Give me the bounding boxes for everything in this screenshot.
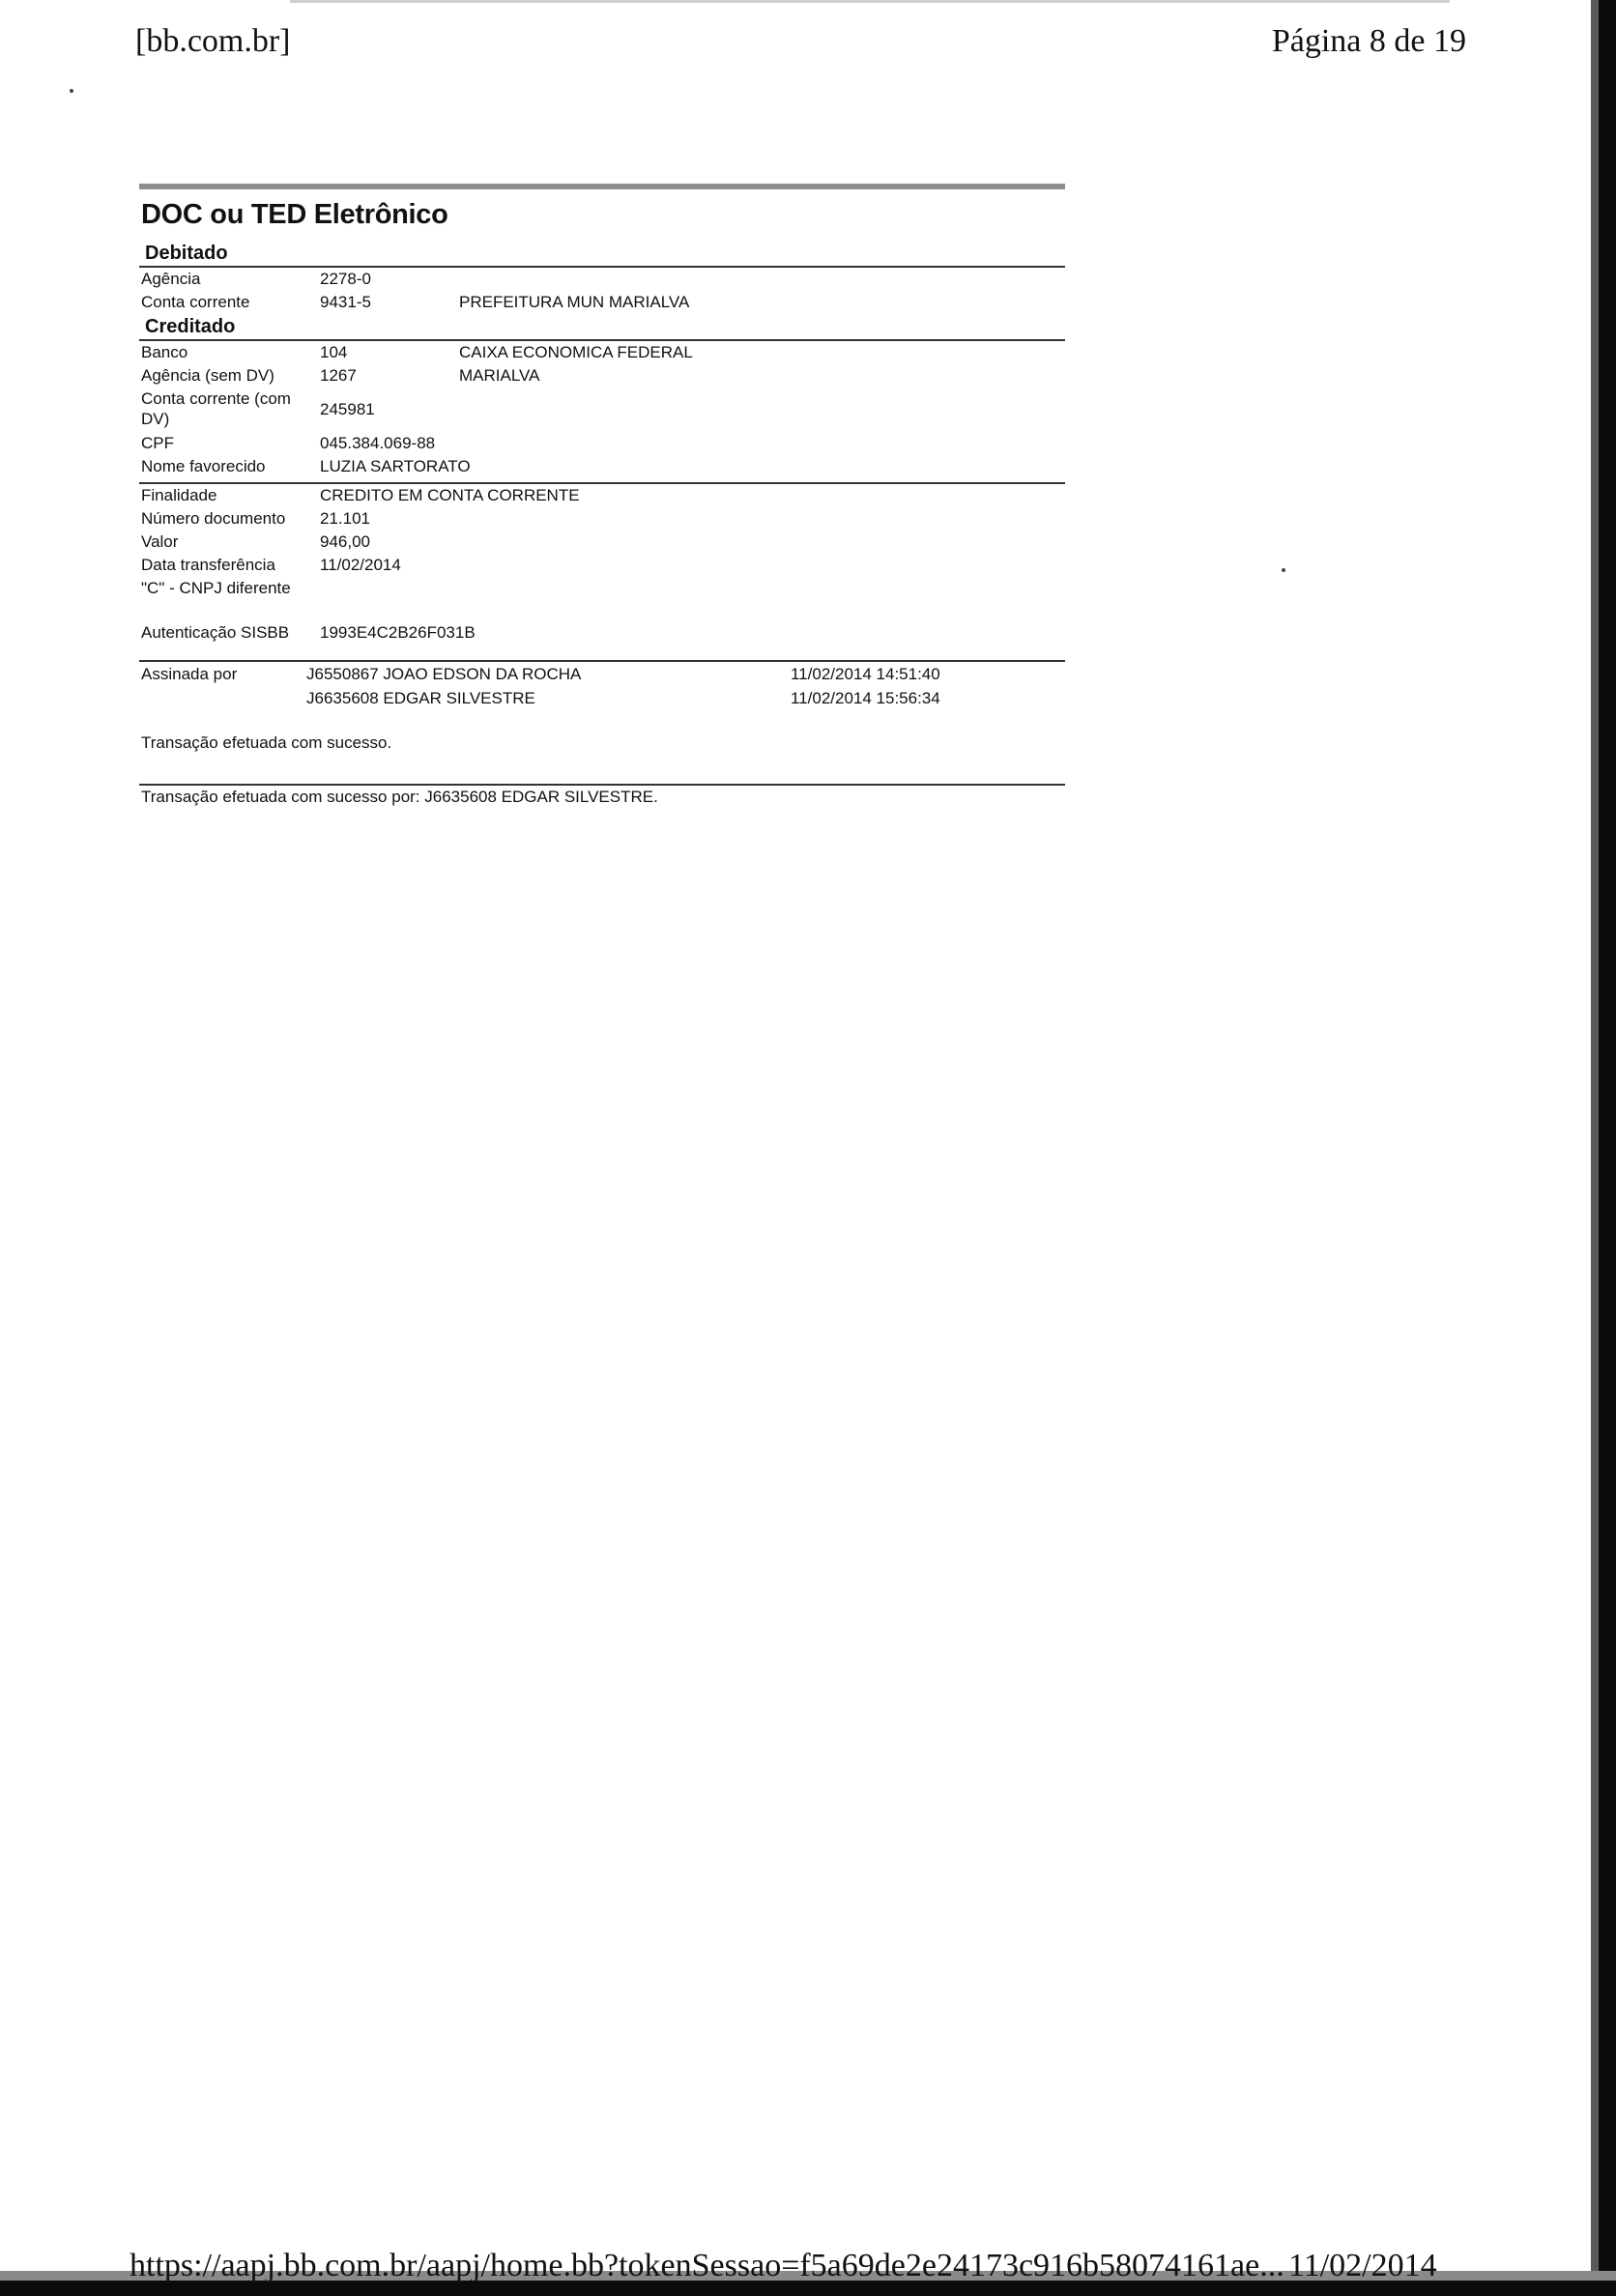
details-row-numero-documento xyxy=(139,507,1065,531)
receipt-title: DOC ou TED Eletrônico xyxy=(141,199,448,230)
signature-row xyxy=(139,686,1065,710)
print-footer-url: https://aapj.bb.com.br/aapj/home.bb?tokenSessao=f5a69de2e24173c916b58074161ae... xyxy=(130,2248,1284,2283)
field-value: 946,00 xyxy=(320,532,370,551)
creditado-row-cpf xyxy=(139,432,1065,455)
scan-speck xyxy=(70,89,73,93)
print-footer-date: 11/02/2014 xyxy=(1288,2248,1437,2283)
signature-timestamp: 11/02/2014 14:51:40 xyxy=(791,665,940,683)
signature-timestamp: 11/02/2014 15:56:34 xyxy=(791,689,940,707)
scan-edge-right-shadow xyxy=(1591,0,1599,2296)
authentication-label: Autenticação SISBB xyxy=(141,623,290,642)
field-value: 9431-5 xyxy=(320,293,371,311)
debitado-row-agencia xyxy=(139,268,1065,291)
field-label: Conta corrente xyxy=(141,293,250,311)
signature-row xyxy=(139,662,1065,686)
field-value: 245981 xyxy=(320,400,375,418)
field-label: "C" - CNPJ diferente xyxy=(141,579,291,597)
receipt xyxy=(139,184,1065,809)
creditado-row-favorecido xyxy=(139,455,1065,478)
receipt-top-bar xyxy=(139,184,1065,189)
field-value: CREDITO EM CONTA CORRENTE xyxy=(320,486,580,504)
print-header-page-number: Página 8 de 19 xyxy=(1271,23,1466,59)
authentication-row xyxy=(139,621,1065,645)
field-label: CPF xyxy=(141,434,174,452)
field-value: 11/02/2014 xyxy=(320,556,401,574)
section-heading-debitado: Debitado xyxy=(145,243,228,264)
scan-speck xyxy=(1282,568,1285,572)
field-detail: MARIALVA xyxy=(459,366,540,385)
signer-name: J6550867 JOAO EDSON DA ROCHA xyxy=(306,665,582,683)
details-row-cnpj-diferente xyxy=(139,577,1065,600)
field-detail: CAIXA ECONOMICA FEDERAL xyxy=(459,343,693,361)
section-heading-creditado: Creditado xyxy=(145,316,236,337)
field-value: 2278-0 xyxy=(320,270,371,288)
authentication-code: 1993E4C2B26F031B xyxy=(320,623,476,642)
details-row-valor xyxy=(139,531,1065,554)
field-label: Nome favorecido xyxy=(141,457,266,475)
field-value: 1267 xyxy=(320,366,357,385)
field-label: Conta corrente (com DV) xyxy=(141,389,291,428)
field-label: Agência (sem DV) xyxy=(141,366,274,385)
status-message: Transação efetuada com sucesso. xyxy=(141,733,392,752)
field-label: Banco xyxy=(141,343,188,361)
creditado-row-conta xyxy=(139,387,1065,432)
creditado-row-agencia xyxy=(139,364,1065,387)
field-value: LUZIA SARTORATO xyxy=(320,457,471,475)
field-value: 045.384.069-88 xyxy=(320,434,436,452)
field-label: Agência xyxy=(141,270,201,288)
field-detail: PREFEITURA MUN MARIALVA xyxy=(459,293,690,311)
field-label: Valor xyxy=(141,532,179,551)
scan-edge-right xyxy=(1599,0,1616,2296)
final-status-message: Transação efetuada com sucesso por: J6635608 EDGAR SILVESTRE. xyxy=(141,788,658,806)
signer-name: J6635608 EDGAR SILVESTRE xyxy=(306,689,535,707)
field-value: 21.101 xyxy=(320,509,370,528)
signature-label: Assinada por xyxy=(141,665,238,683)
print-header-site: [bb.com.br] xyxy=(135,23,291,59)
details-row-data-transferencia xyxy=(139,554,1065,577)
field-label: Data transferência xyxy=(141,556,275,574)
creditado-row-banco xyxy=(139,341,1065,364)
field-label: Número documento xyxy=(141,509,286,528)
details-row-finalidade xyxy=(139,484,1065,507)
field-label: Finalidade xyxy=(141,486,217,504)
scan-edge-top xyxy=(290,0,1450,3)
debitado-row-conta xyxy=(139,291,1065,314)
field-value: 104 xyxy=(320,343,348,361)
